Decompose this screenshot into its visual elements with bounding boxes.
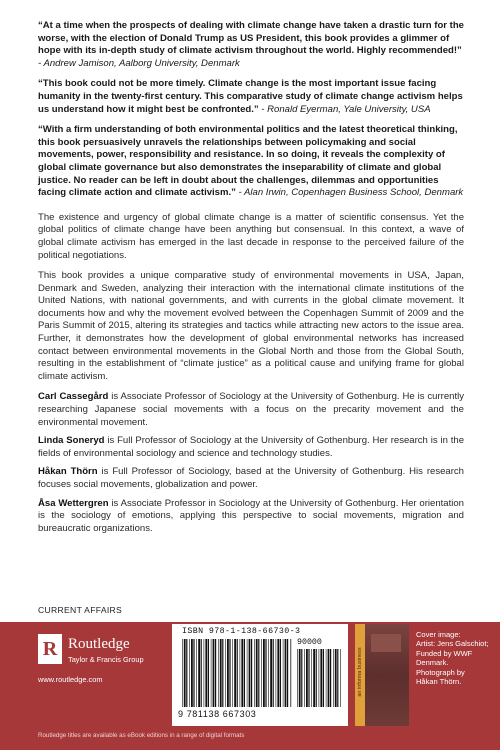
author-name: Carl Cassegård — [38, 391, 109, 403]
ean-number: 9 781138 667303 — [178, 709, 257, 719]
author-bio-text: is Associate Professor of Sociology at the University of Gothenburg. He is currently researching Japanese social movements with a focus on the precarity movement and the environmental movement. — [38, 391, 464, 428]
author-bio-text: is Associate Professor in Sociology at the University of Gothenburg. Her orientation is the sociology of emotions, applying this perspective to social movements, migration and bureaucratic organizations. — [38, 497, 464, 534]
quote-attribution: - Andrew Jamison, Aalborg University, Denmark — [38, 57, 240, 69]
author-bio-text: is Full Professor of Sociology, based at the University of Gothenburg. His research focuses social movements, globalization and power. — [38, 466, 464, 490]
author-name: Linda Soneryd — [38, 435, 105, 447]
author-bio — [38, 498, 464, 536]
quote-attribution: - Ronald Eyerman, Yale University, USA — [258, 103, 431, 115]
price-addon-number: 90000 — [297, 638, 322, 647]
endorsement-quote — [38, 78, 464, 116]
ebook-note: Routledge titles are available as eBook editions in a range of digital formats — [38, 732, 245, 739]
publisher-name: Routledge — [68, 636, 130, 652]
author-bio — [38, 435, 464, 460]
author-bio — [38, 466, 464, 491]
logo-letter: R — [42, 638, 58, 660]
quote-text: “This book could not be more timely. Climate change is the most important issue facing humanity in the twenty-first century. This comparative study of climate change activism helps us understand how it might best be confronted.” — [38, 78, 463, 115]
informa-strip-text: an informa business — [357, 647, 363, 697]
cover-photo-detail — [371, 634, 401, 652]
description-paragraph: This book provides a unique comparative study of environmental movements in USA, Japan, Denmark and Sweden, analyzing their interaction with the international climate institutions of the United Nations, with national governments, and with currents in the global climate movement. It documents how and why the movement evolved between the Copenhagen Summit of 2009 and the Paris Summit of 2015, altering its strategies and tactics while attracting new actors to the issue area. Further, it demonstrates how the development of global environmental networks has increased contact between environmental movements in the Global North and those from the Global South, resulting in the establishment of “climate justice” as a political cause and unifying frame for global climate activism. — [38, 270, 464, 382]
barcode — [172, 624, 348, 726]
footer-band — [0, 622, 500, 750]
endorsement-quote — [38, 124, 464, 200]
cover-image — [355, 624, 409, 726]
quote-text: “With a firm understanding of both environmental politics and the latest theoretical thinking, this book persuasively unravels the relationships between policymaking and social movements, power, responsibility and resistance. In so doing, it reveals the complexity of global climate governance but also demonstrates the inseparability of climate and global justice. No reader can be left in doubt about the challenges, dilemmas and opportunities facing climate action and climate activism.” — [38, 124, 458, 199]
publisher-url[interactable]: www.routledge.com — [38, 675, 103, 684]
routledge-logo-icon — [38, 634, 62, 664]
publisher-group: Taylor & Francis Group — [68, 655, 144, 664]
isbn-label: ISBN 978-1-138-66730-3 — [182, 627, 301, 636]
description-paragraph: The existence and urgency of global climate change is a matter of scientific consensus. Yet the global politics of climate change have been anything but consensual. In this context, a wave of global climate activism has emerged in the last decade in response to the perceived failure of the political negotiations. — [38, 211, 464, 261]
quote-text: “At a time when the prospects of dealing with climate change have taken a drastic turn for the worse, with the election of Donald Trump as US President, this book provides a glimmer of hope with its in-depth study of climate activism throughout the world. Highly recommended!” — [38, 20, 464, 57]
author-bio — [38, 391, 464, 429]
author-bio-text: is Full Professor of Sociology at the University of Gothenburg. Her research is in the fields of environmental sociology and science and technology studies. — [38, 435, 465, 459]
quote-attribution: - Alan Irwin, Copenhagen Business School, Denmark — [235, 187, 464, 199]
publisher-logo[interactable] — [38, 628, 158, 690]
cover-credit: Cover image: Artist: Jens Galschiot; Funded by WWF Denmark. Photograph by Håkan Thörn. — [416, 630, 489, 687]
category-label: CURRENT AFFAIRS — [38, 605, 123, 615]
addon-bars-icon — [297, 649, 341, 707]
barcode-bars-icon — [182, 639, 292, 707]
author-name: Åsa Wettergren — [38, 497, 109, 509]
back-cover-text — [38, 20, 464, 541]
author-name: Håkan Thörn — [38, 466, 98, 478]
endorsement-quote — [38, 20, 464, 70]
